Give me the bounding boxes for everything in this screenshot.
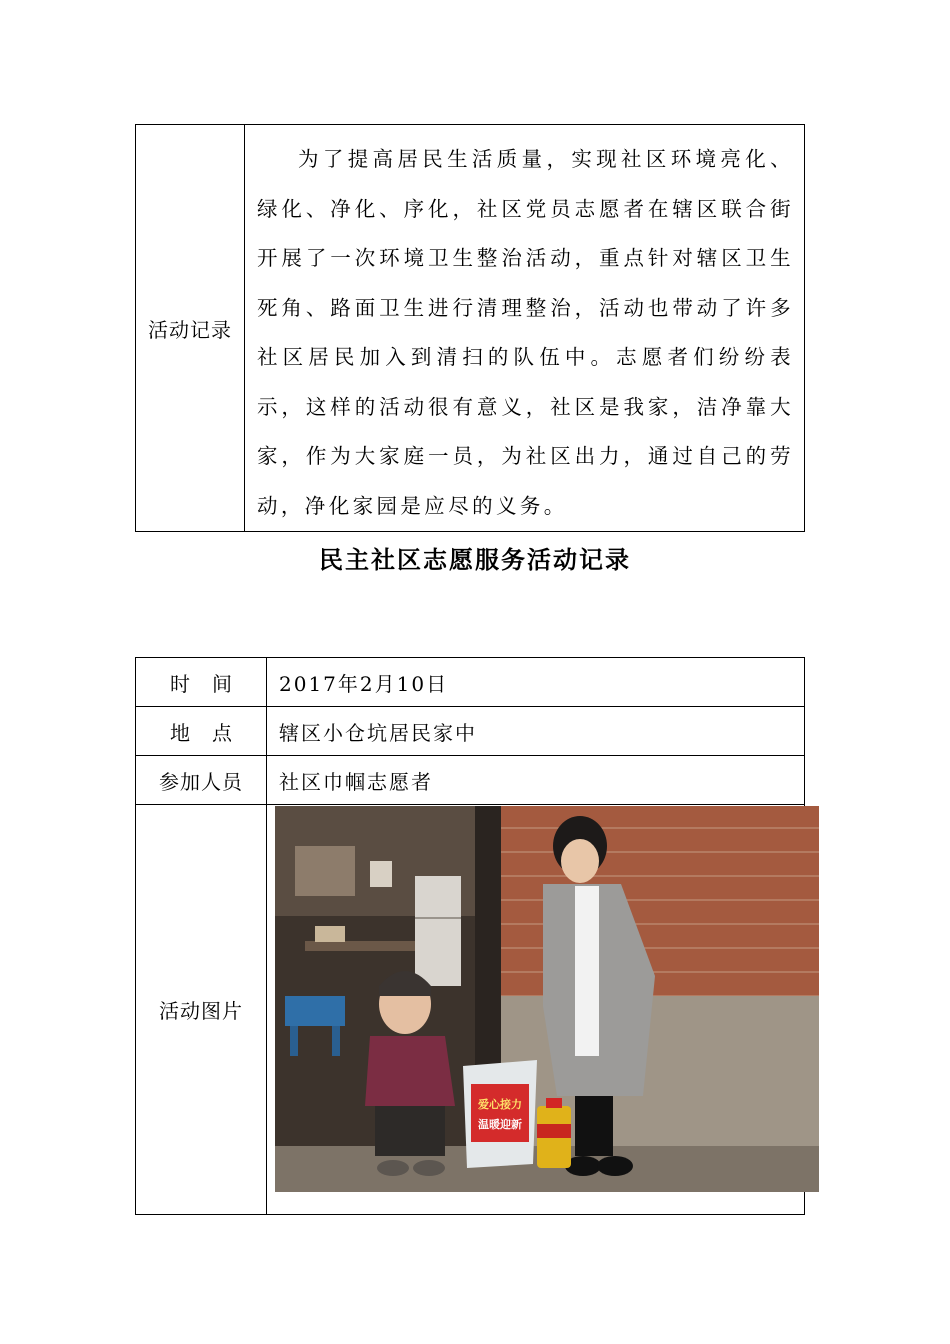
participants-value: 社区巾帼志愿者 xyxy=(267,756,805,805)
blue-stool xyxy=(285,996,345,1026)
participants-label: 参加人员 xyxy=(136,756,267,805)
place-label: 地点 xyxy=(136,707,267,756)
record-text-cell xyxy=(245,125,805,532)
time-value: 2017年2月10日 xyxy=(267,658,805,707)
photo-label: 活动图片 xyxy=(136,805,267,1215)
activity-record-table xyxy=(135,124,805,532)
place-value: 辖区小仓坑居民家中 xyxy=(267,707,805,756)
record-label: 活动记录 xyxy=(136,125,245,532)
bag-text-2: 温暖迎新 xyxy=(478,1118,522,1131)
time-label: 时间 xyxy=(136,658,267,707)
activity-photo-illustration xyxy=(275,806,819,1192)
volunteer-info-table xyxy=(135,657,805,1215)
photo-cell xyxy=(267,805,805,1215)
bag-text-1: 爱心接力 xyxy=(478,1098,522,1111)
activity-photo xyxy=(275,806,819,1192)
page-title: 民主社区志愿服务活动记录 xyxy=(319,546,631,574)
record-paragraph: 为了提高居民生活质量，实现社区环境亮化、绿化、净化、序化，社区党员志愿者在辖区联合街开展了一次环境卫生整治活动，重点针对辖区卫生死角、路面卫生进行清理整治，活动也带动了许多社区居民加入到清扫的队伍中。志愿者们纷纷表示，这样的活动很有意义，社区是我家，洁净靠大家，作为大家庭一员，为社区出力，通过自己的劳动，净化家园是应尽的义务。 xyxy=(257,147,794,518)
red-jacket xyxy=(365,1036,455,1106)
refrigerator xyxy=(415,876,461,986)
